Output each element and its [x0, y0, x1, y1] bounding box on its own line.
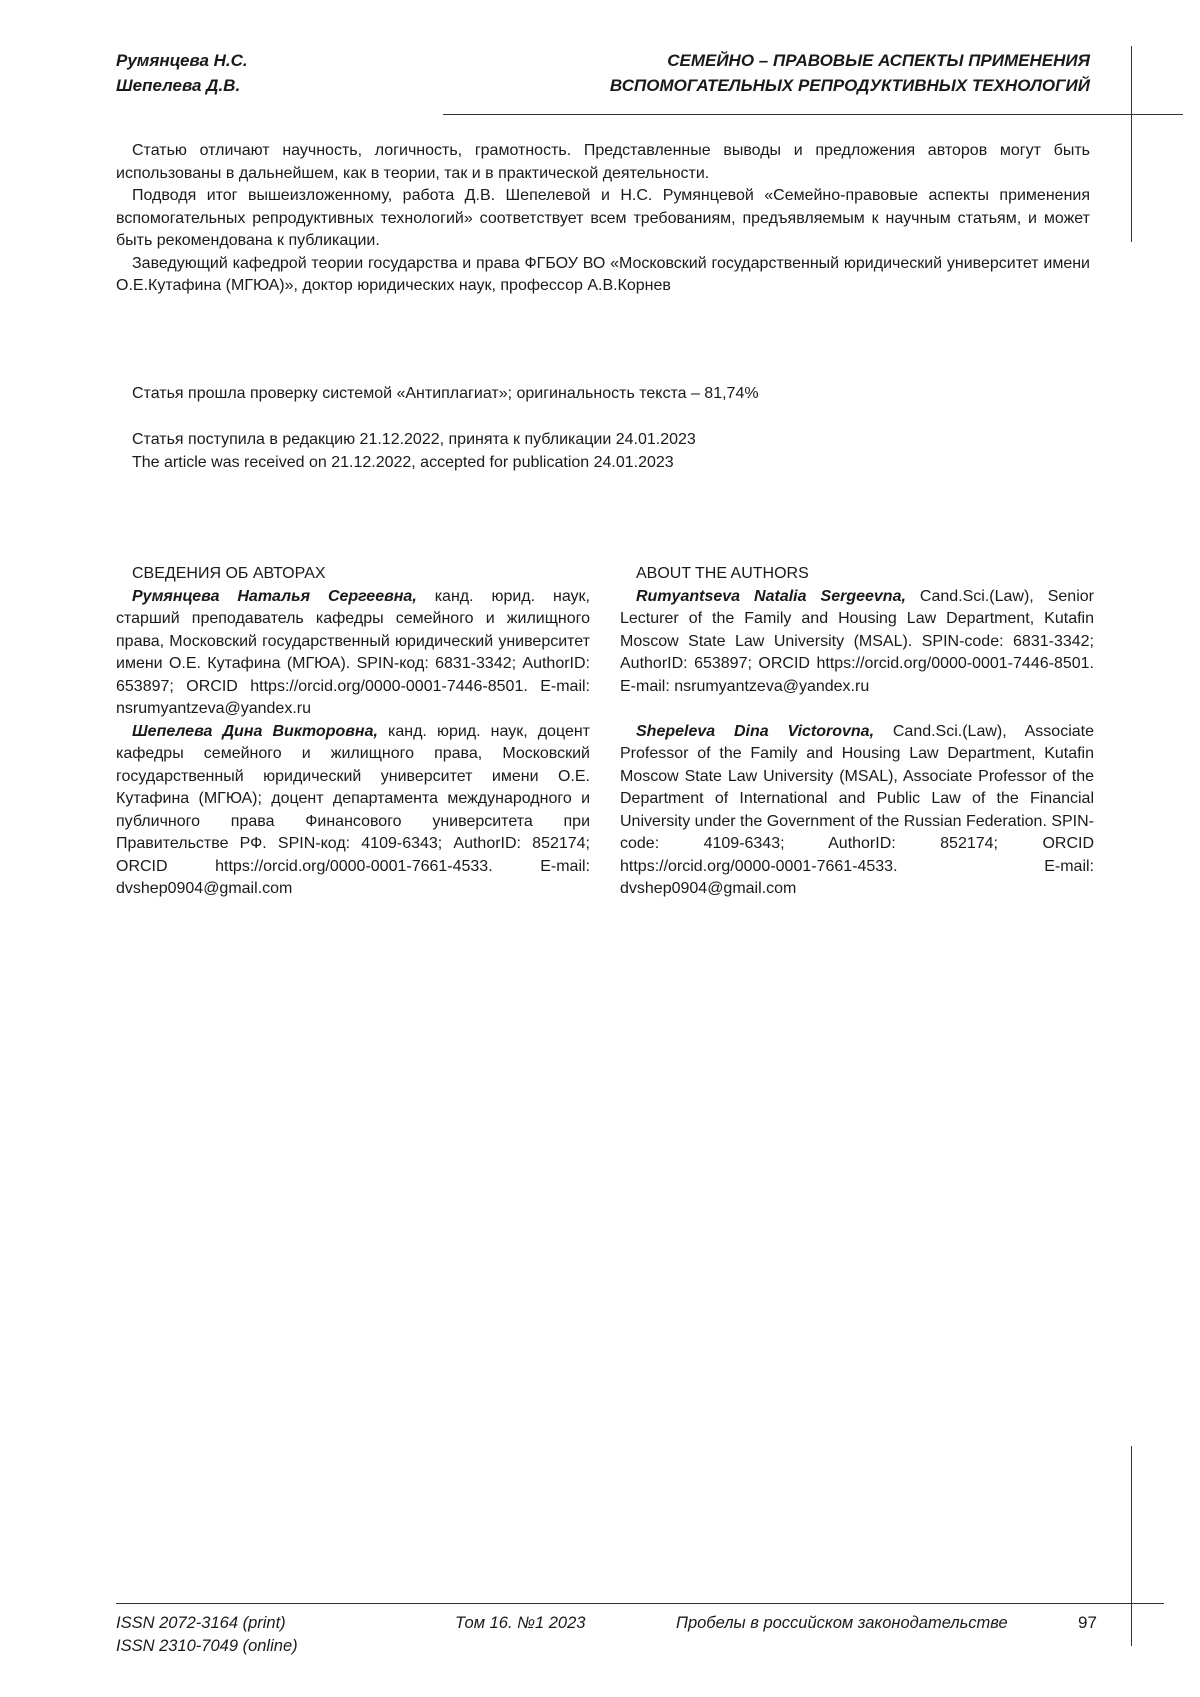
authors-en-column: [620, 563, 1094, 901]
received-note: [116, 429, 696, 474]
author-en-2-text: Cand.Sci.(Law), Associate Professor of the Family and Housing Law Department, Kutafin Moscow State Law University (MSAL), Associate Professor of the Department of International and Public Law of the Financial University under the Government of the Russian Federation. SPIN-code: 4109-6343; AuthorID: 852174; ORCID https://orcid.org/0000-0001-7661-4533. E-mail: dvshep0904@gmail.com: [620, 722, 1094, 897]
author-en-2-name: Shepeleva Dina Victorovna,: [636, 722, 875, 740]
footer-rule: [116, 1603, 1164, 1604]
header-rule: [443, 114, 1183, 115]
received-en: The article was received on 21.12.2022, accepted for publication 24.01.2023: [132, 453, 674, 471]
review-paragraph-2: Подводя итог вышеизложенному, работа Д.В. Шепелевой и Н.С. Румянцевой «Семейно-правовые аспекты применения вспомогательных репродуктивных технологий» соответствует всем требованиям, предъявляемым к научным статьям, и может быть рекомендована к публикации.: [116, 187, 1090, 249]
author-ru-2-name: Шепелева Дина Викторовна,: [132, 722, 378, 740]
authors-en-heading: ABOUT THE AUTHORS: [636, 565, 809, 582]
footer-vertical-rule: [1131, 1446, 1132, 1646]
author-ru-1-text: канд. юрид. наук, старший преподаватель кафедры семейного и жилищного права, Московский государственный юридический университет имени О.Е. Кутафина (МГЮА). SPIN-код: 6831-3342; AuthorID: 653897; ORCID https://orcid.org/0000-0001-7446-8501. E-mail: nsrumyantzeva@yandex.ru: [116, 587, 590, 717]
review-paragraph-3: Заведующий кафедрой теории государства и права ФГБОУ ВО «Московский государственный юридический университет имени О.Е.Кутафина (МГЮА)», доктор юридических наук, профессор А.В.Корнев: [116, 254, 1090, 294]
issn-print: ISSN 2072-3164 (print): [116, 1614, 286, 1632]
author-en-1: [620, 586, 1094, 699]
author-en-2: [620, 721, 1094, 901]
footer-volume: Том 16. №1 2023: [455, 1614, 586, 1632]
author-en-1-text: Cand.Sci.(Law), Senior Lecturer of the Family and Housing Law Department, Kutafin Moscow State Law University (MSAL). SPIN-code: 6831-3342; AuthorID: 653897; ORCID https://orcid.org/0000-0001-7446-8501. E-mail: nsrumyantzeva@yandex.ru: [620, 587, 1094, 695]
author-ru-2: [116, 721, 590, 901]
running-title: [530, 48, 1090, 98]
antiplagiat-text: Статья прошла проверку системой «Антиплагиат»; оригинальность текста – 81,74%: [132, 385, 759, 402]
author-ru-2-text: канд. юрид. наук, доцент кафедры семейного и жилищного права, Московский государственный юридический университет имени О.Е. Кутафина (МГЮА); доцент департамента международного и публичного права Финансового университета при Правительстве РФ. SPIN-код: 4109-6343; AuthorID: 852174; ORCID https://orcid.org/0000-0001-7661-4533. E-mail: dvshep0904@gmail.com: [116, 722, 590, 897]
running-title-line-2: ВСПОМОГАТЕЛЬНЫХ РЕПРОДУКТИВНЫХ ТЕХНОЛОГИЙ: [609, 76, 1090, 95]
header-vertical-rule: [1131, 46, 1132, 242]
page-number: 97: [1078, 1613, 1097, 1632]
author-en-1-name: Rumyantseva Natalia Sergeevna,: [636, 587, 906, 605]
received-ru: Статья поступила в редакцию 21.12.2022, принята к публикации 24.01.2023: [132, 431, 696, 448]
header-author-1: Румянцева Н.С.: [116, 51, 248, 70]
authors-ru-column: [116, 563, 590, 901]
antiplagiat-note: [116, 383, 759, 406]
footer-issn: [116, 1612, 298, 1658]
authors-ru-heading: СВЕДЕНИЯ ОБ АВТОРАХ: [132, 565, 326, 582]
running-title-line-1: СЕМЕЙНО – ПРАВОВЫЕ АСПЕКТЫ ПРИМЕНЕНИЯ: [667, 51, 1090, 70]
header-authors: [116, 48, 248, 98]
review-body: [116, 140, 1090, 298]
author-ru-1-name: Румянцева Наталья Сергеевна,: [132, 587, 417, 605]
header-author-2: Шепелева Д.В.: [116, 76, 241, 95]
author-ru-1: [116, 586, 590, 721]
author-en-gap: [620, 698, 1094, 721]
review-paragraph-1: Статью отличают научность, логичность, грамотность. Представленные выводы и предложения авторов могут быть использованы в дальнейшем, как в теории, так и в практической деятельности.: [116, 142, 1090, 182]
footer-journal: Пробелы в российском законодательстве: [676, 1614, 1008, 1632]
issn-online: ISSN 2310-7049 (online): [116, 1637, 298, 1655]
